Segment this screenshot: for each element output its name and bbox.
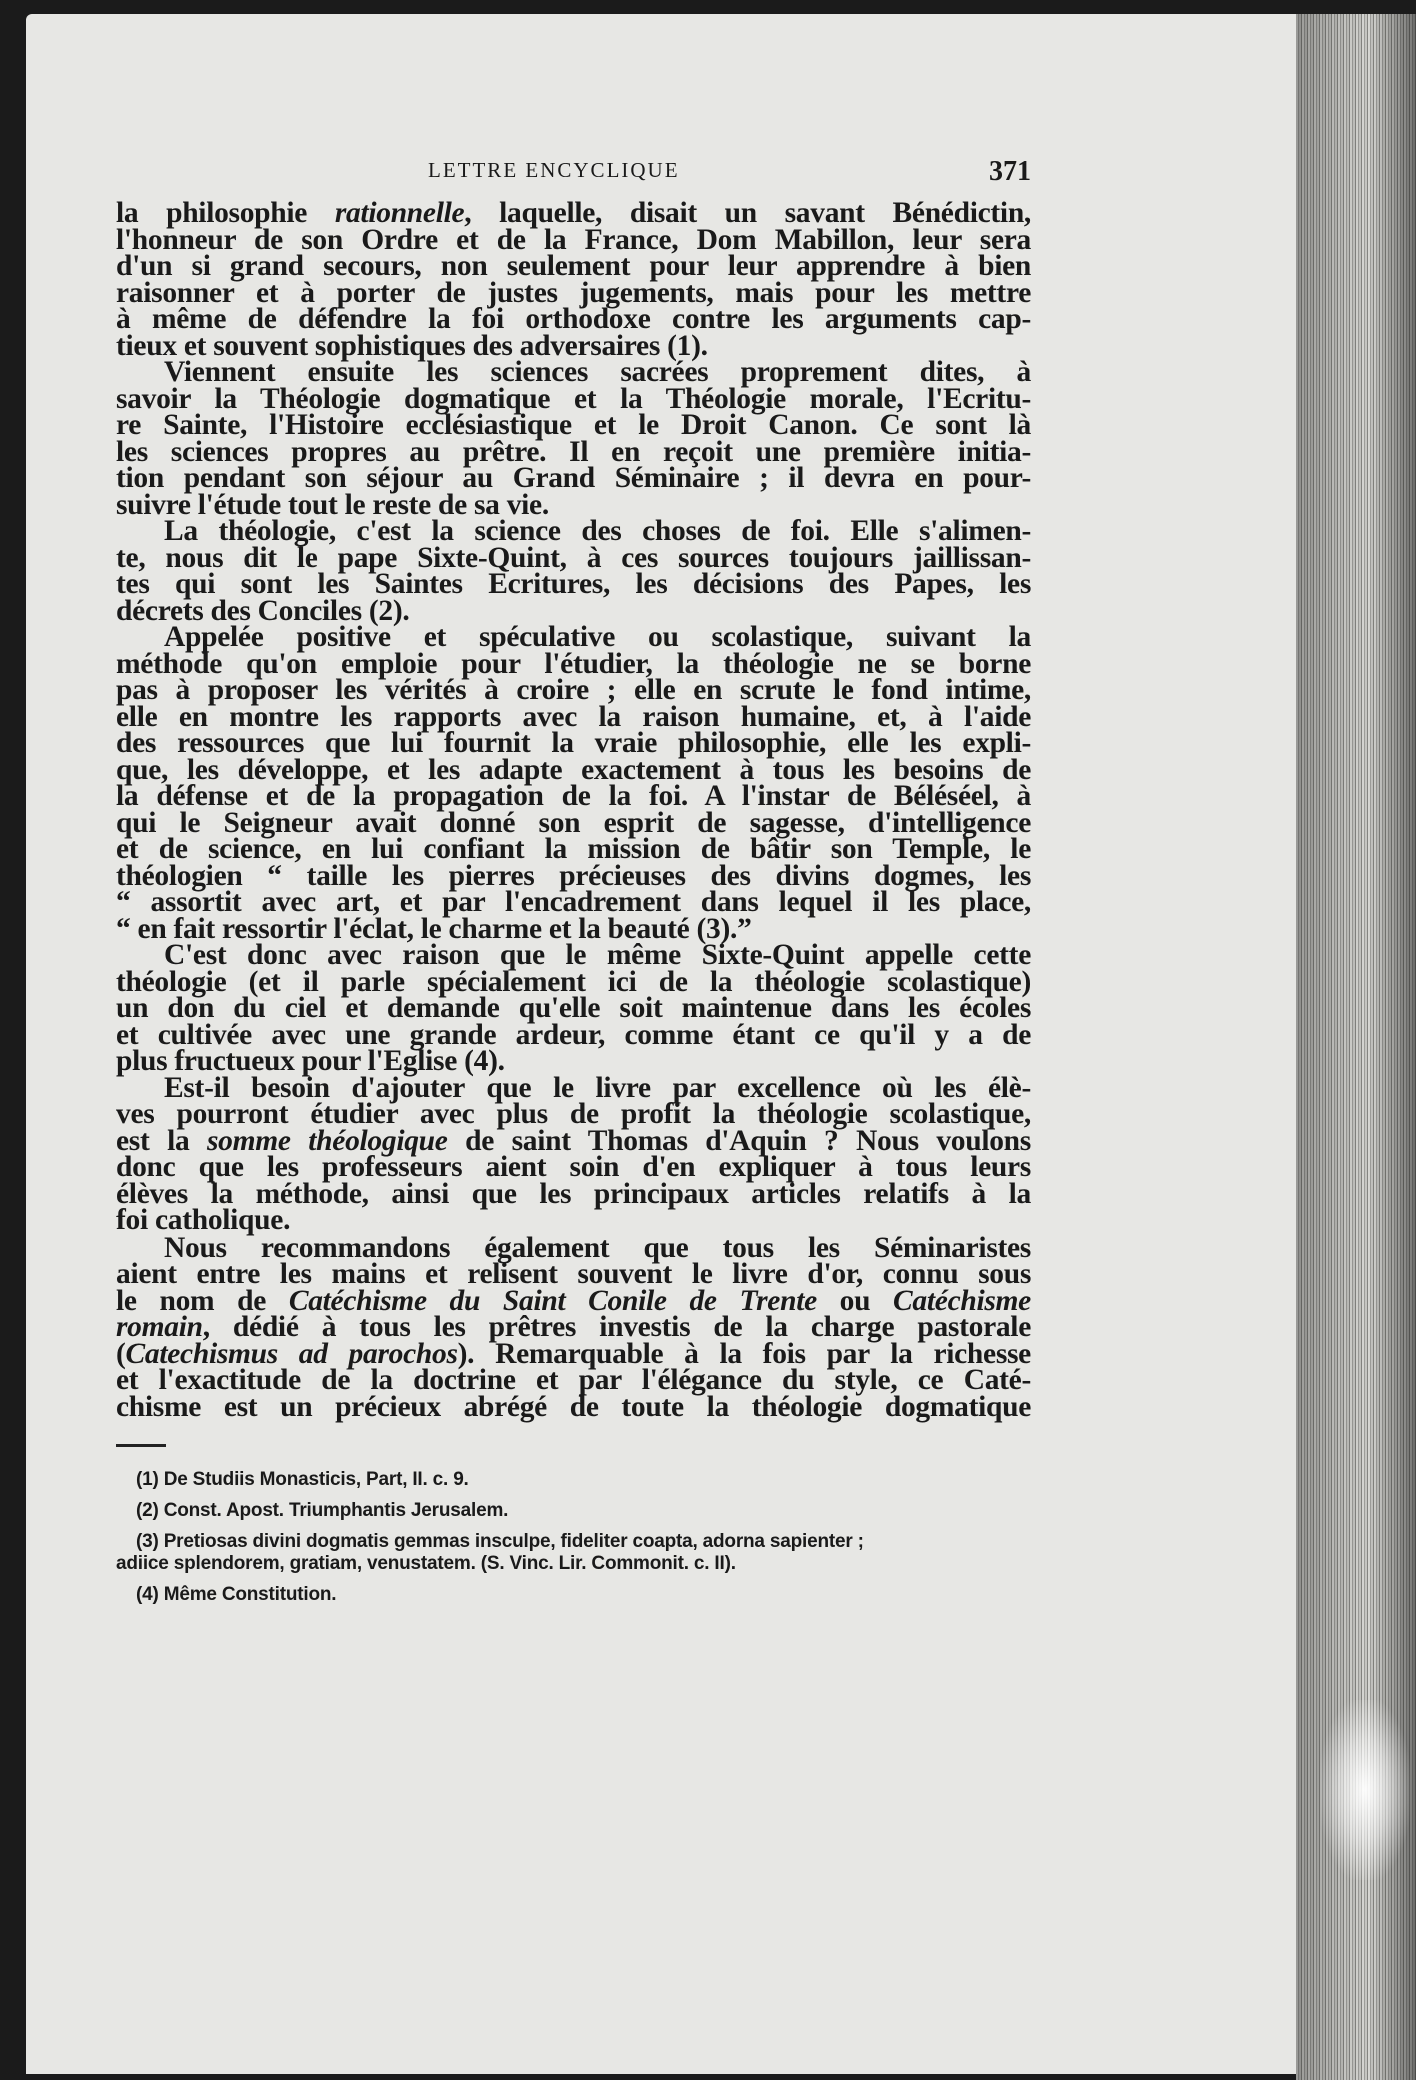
text-line: savoir la Théologie dogmatique et la Théologie morale, l'Ecritu- — [116, 382, 1031, 415]
text-line: chisme est un précieux abrégé de toute la théologie dogmatique — [116, 1390, 1031, 1423]
text-line: et cultivée avec une grande ardeur, comme étant ce qu'il y a de — [116, 1018, 1031, 1051]
footnote: (1) De Studiis Monasticis, Part, II. c. 9. — [136, 1469, 469, 1490]
running-title: LETTRE ENCYCLIQUE — [428, 158, 680, 182]
footnotes — [116, 1469, 1031, 1606]
text-line: pas à proposer les vérités à croire ; elle en scrute le fond intime, — [116, 674, 1031, 706]
text-line: romain, dédié à tous les prêtres investis de la charge pastorale — [116, 1311, 1031, 1343]
text-line: foi catholique. — [116, 1204, 291, 1236]
footnote: adiice splendorem, gratiam, venustatem. (S. Vinc. Lir. Commonit. c. II). — [116, 1553, 736, 1574]
text-line: Viennent ensuite les sciences sacrées proprement dites, à — [164, 356, 1031, 388]
running-head — [116, 150, 1031, 200]
text-line: Nous recommandons également que tous les Séminaristes — [164, 1231, 1031, 1264]
text-line: l'honneur de son Ordre et de la France, Dom Mabillon, leur sera — [116, 223, 1031, 256]
text-line: tieux et souvent sophistiques des adversaires (1). — [116, 329, 708, 362]
footnote: (2) Const. Apost. Triumphantis Jerusalem. — [136, 1500, 509, 1521]
text-line: théologie (et il parle spécialement ici de la théologie scolastique) — [116, 965, 1031, 998]
text-line: est la somme théologique de saint Thomas d'Aquin ? Nous voulons — [116, 1124, 1031, 1157]
text-line: C'est donc avec raison que le même Sixte-Quint appelle cette — [164, 939, 1031, 971]
text-line: un don du ciel et demande qu'elle soit maintenue dans les écoles — [116, 992, 1031, 1024]
text-line: ves pourront étudier avec plus de profit la théologie scolastique, — [116, 1098, 1031, 1130]
text-line: et l'exactitude de la doctrine et par l'élégance du style, ce Caté- — [116, 1364, 1031, 1396]
text-line: te, nous dit le pape Sixte-Quint, à ces sources toujours jaillissan- — [116, 541, 1031, 574]
text-line: tes qui sont les Saintes Ecritures, les décisions des Papes, les — [116, 568, 1031, 600]
text-line: décrets des Conciles (2). — [116, 594, 410, 627]
text-line: élèves la méthode, ainsi que les principaux articles relatifs à la — [116, 1177, 1031, 1210]
text-line: théologien “ taille les pierres précieuses des divins dogmes, les — [116, 859, 1031, 892]
text-line: et de science, en lui confiant la mission de bâtir son Temple, le — [116, 833, 1031, 865]
text-line: Est-il besoin d'ajouter que le livre par excellence où les élè- — [164, 1071, 1031, 1104]
footnote-separator — [116, 1444, 166, 1447]
footnote: (3) Pretiosas divini dogmatis gemmas insculpe, fideliter coapta, adorna sapienter ; — [136, 1531, 864, 1552]
text-line: donc que les professeurs aient soin d'en expliquer à tous leurs — [116, 1151, 1031, 1183]
text-line: suivre l'étude tout le reste de sa vie. — [116, 488, 549, 521]
text-line: tion pendant son séjour au Grand Séminaire ; il devra en pour- — [116, 462, 1031, 494]
text-line: les sciences propres au prêtre. Il en reçoit une première initia- — [116, 435, 1031, 468]
text-line: La théologie, c'est la science des choses de foi. Elle s'alimen- — [164, 515, 1031, 547]
text-line: la philosophie rationnelle, laquelle, disait un savant Bénédictin, — [116, 197, 1032, 229]
text-line: qui le Seigneur avait donné son esprit de sagesse, d'intelligence — [116, 806, 1031, 839]
text-line: le nom de Catéchisme du Saint Conile de Trente ou Catéchisme — [116, 1284, 1031, 1317]
scan-glare — [1320, 1700, 1410, 1880]
text-line: des ressources que lui fournit la vraie philosophie, elle les expli- — [116, 727, 1031, 759]
text-line: “ assortit avec art, et par l'encadrement dans lequel il les place, — [116, 886, 1031, 918]
text-line: elle en montre les rapports avec la raison humaine, et, à l'aide — [116, 700, 1031, 733]
text-line: d'un si grand secours, non seulement pour leur apprendre à bien — [116, 250, 1031, 282]
text-line: aient entre les mains et relisent souvent le livre d'or, connu sous — [116, 1258, 1031, 1290]
page-text-block — [116, 150, 1031, 1615]
body-text — [116, 197, 1032, 1423]
text-line: que, les développe, et les adapte exactement à tous les besoins de — [116, 753, 1031, 786]
text-line: la défense et de la propagation de la foi. A l'instar de Béléséel, à — [116, 780, 1031, 812]
text-line: méthode qu'on emploie pour l'étudier, la théologie ne se borne — [116, 647, 1031, 680]
text-line: Appelée positive et spéculative ou scolastique, suivant la — [164, 621, 1031, 653]
text-line: (Catechismus ad parochos). Remarquable à la fois par la richesse — [116, 1337, 1031, 1370]
footnote: (4) Même Constitution. — [136, 1584, 337, 1605]
text-line: re Sainte, l'Histoire ecclésiastique et le Droit Canon. Ce sont là — [116, 409, 1031, 441]
page-number: 371 — [989, 156, 1031, 187]
text-line: raisonner et à porter de justes jugements, mais pour les mettre — [116, 276, 1031, 309]
text-line: “ en fait ressortir l'éclat, le charme et la beauté (3).” — [116, 912, 752, 945]
text-line: plus fructueux pour l'Eglise (4). — [116, 1045, 505, 1077]
text-line: à même de défendre la foi orthodoxe contre les arguments cap- — [116, 303, 1031, 335]
